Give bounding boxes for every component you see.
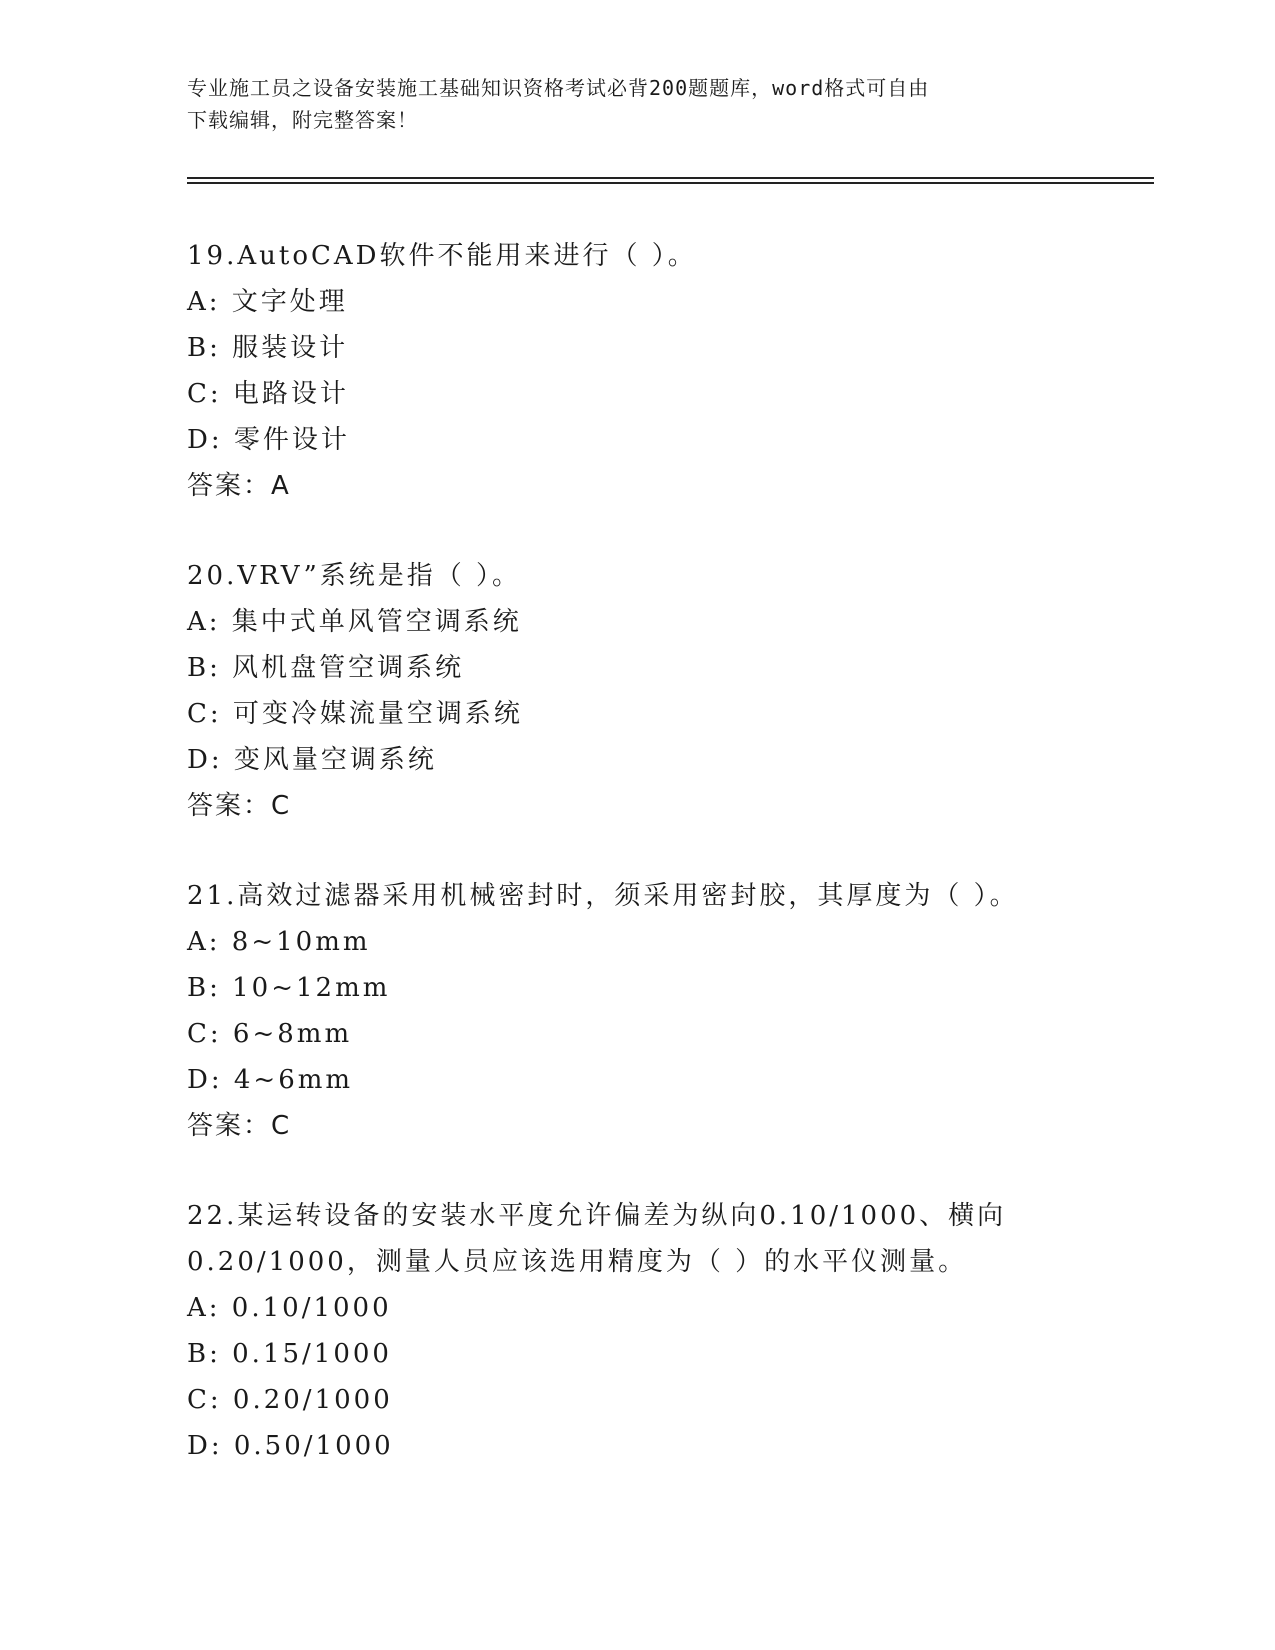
document-header [187, 72, 1087, 136]
answer-label: 答案：A [187, 471, 291, 501]
question-stem-line-2: 0.20/1000，测量人员应该选用精度为（ ）的水平仪测量。 [187, 1247, 968, 1277]
option-b: B: 风机盘管空调系统 [187, 653, 465, 683]
option-b: B: 服装设计 [187, 333, 349, 363]
question-stem: 20.VRV”系统是指（ ）。 [187, 561, 522, 591]
header-divider-top [187, 177, 1154, 179]
option-d: D: 4~6mm [187, 1065, 354, 1095]
option-a: A: 8~10mm [187, 927, 371, 957]
question-22 [187, 1193, 1147, 1469]
question-stem: 19.AutoCAD软件不能用来进行（ ）。 [187, 241, 697, 271]
header-divider-bottom [187, 182, 1154, 184]
option-a: A: 集中式单风管空调系统 [187, 607, 522, 637]
option-d: D: 变风量空调系统 [187, 745, 437, 775]
answer-label: 答案：C [187, 1111, 292, 1141]
option-a: A: 0.10/1000 [187, 1293, 392, 1323]
option-d: D: 0.50/1000 [187, 1431, 394, 1461]
option-b: B: 0.15/1000 [187, 1339, 392, 1369]
option-c: C: 可变冷媒流量空调系统 [187, 699, 523, 729]
header-line-1: 专业施工员之设备安装施工基础知识资格考试必背200题题库，word格式可自由 [187, 76, 930, 100]
header-line-2: 下载编辑，附完整答案！ [187, 108, 418, 132]
option-c: C: 0.20/1000 [187, 1385, 393, 1415]
question-stem: 21.高效过滤器采用机械密封时，须采用密封胶，其厚度为（ ）。 [187, 881, 1019, 911]
answer-label: 答案：C [187, 791, 292, 821]
question-20 [187, 553, 1147, 829]
option-a: A: 文字处理 [187, 287, 348, 317]
question-19 [187, 233, 1147, 509]
option-b: B: 10~12mm [187, 973, 391, 1003]
option-d: D: 零件设计 [187, 425, 350, 455]
question-stem-line-1: 22.某运转设备的安装水平度允许偏差为纵向0.10/1000、横向 [187, 1201, 1007, 1231]
option-c: C: 6~8mm [187, 1019, 353, 1049]
question-21 [187, 873, 1147, 1149]
option-c: C: 电路设计 [187, 379, 349, 409]
